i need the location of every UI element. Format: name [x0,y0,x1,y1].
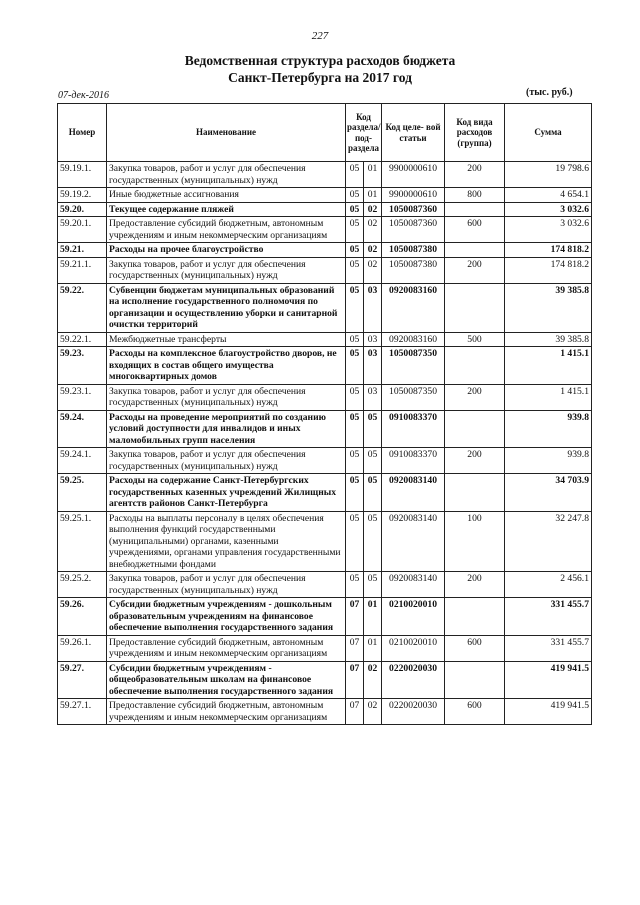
row-subsection: 02 [364,699,382,725]
row-section: 05 [346,410,364,448]
row-subsection: 01 [364,598,382,636]
row-sum: 174 818.2 [505,257,592,283]
header-target-code: Код целе- вой статьи [382,104,445,162]
row-target-code: 0910083370 [382,410,445,448]
row-subsection: 05 [364,511,382,572]
row-expense-kind: 200 [445,448,505,474]
table-row [58,474,592,512]
units-label: (тыс. руб.) [526,87,573,98]
row-subsection: 05 [364,448,382,474]
row-number: 59.19.2. [58,188,107,203]
row-target-code: 1050087380 [382,243,445,258]
budget-table [57,103,592,725]
row-expense-kind: 600 [445,699,505,725]
row-expense-kind [445,410,505,448]
row-target-code: 0920083160 [382,332,445,347]
table-row [58,283,592,332]
row-sum: 3 032.6 [505,217,592,243]
row-section: 05 [346,283,364,332]
row-name: Предоставление субсидий бюджетным, автономным учреждениям и иным некоммерческим организациям [107,217,346,243]
row-expense-kind [445,661,505,699]
row-section: 07 [346,699,364,725]
row-expense-kind: 100 [445,511,505,572]
row-section: 05 [346,202,364,217]
row-target-code: 9900000610 [382,188,445,203]
row-section: 05 [346,332,364,347]
row-expense-kind: 200 [445,162,505,188]
row-name: Предоставление субсидий бюджетным, автономным учреждениям и иным некоммерческим организациям [107,635,346,661]
row-name: Текущее содержание пляжей [107,202,346,217]
row-name: Иные бюджетные ассигнования [107,188,346,203]
row-target-code: 0210020010 [382,635,445,661]
row-section: 05 [346,448,364,474]
row-expense-kind: 200 [445,384,505,410]
row-target-code: 0210020010 [382,598,445,636]
header-section-code: Код раздела/ под- раздела [346,104,382,162]
row-section: 05 [346,257,364,283]
row-sum: 331 455.7 [505,598,592,636]
row-sum: 39 385.8 [505,332,592,347]
row-sum: 419 941.5 [505,699,592,725]
row-sum: 32 247.8 [505,511,592,572]
row-subsection: 05 [364,474,382,512]
row-target-code: 0920083140 [382,511,445,572]
table-row [58,661,592,699]
table-row [58,162,592,188]
row-number: 59.24. [58,410,107,448]
row-expense-kind [445,347,505,385]
row-subsection: 02 [364,257,382,283]
document-title [0,52,640,86]
row-section: 05 [346,243,364,258]
table-row [58,188,592,203]
row-name: Закупка товаров, работ и услуг для обеспечения государственных (муниципальных) нужд [107,572,346,598]
row-section: 05 [346,511,364,572]
row-name: Расходы на проведение мероприятий по созданию условий доступности для инвалидов и иных маломобильных групп населения [107,410,346,448]
table-row [58,332,592,347]
row-target-code: 0910083370 [382,448,445,474]
row-sum: 1 415.1 [505,384,592,410]
row-number: 59.23. [58,347,107,385]
row-number: 59.22. [58,283,107,332]
row-expense-kind [445,474,505,512]
row-number: 59.25. [58,474,107,512]
row-name: Расходы на комплексное благоустройство дворов, не входящих в состав общего имущества многоквартирных домов [107,347,346,385]
row-target-code: 0220020030 [382,661,445,699]
row-expense-kind [445,202,505,217]
row-target-code: 0920083140 [382,572,445,598]
row-subsection: 03 [364,384,382,410]
row-name: Расходы на прочее благоустройство [107,243,346,258]
row-number: 59.27.1. [58,699,107,725]
row-target-code: 1050087360 [382,217,445,243]
table-row [58,598,592,636]
row-subsection: 02 [364,661,382,699]
row-name: Закупка товаров, работ и услуг для обеспечения государственных (муниципальных) нужд [107,384,346,410]
title-line-1: Ведомственная структура расходов бюджета [184,53,456,68]
row-name: Предоставление субсидий бюджетным, автономным учреждениям и иным некоммерческим организациям [107,699,346,725]
row-target-code: 0920083140 [382,474,445,512]
row-expense-kind: 800 [445,188,505,203]
row-subsection: 02 [364,217,382,243]
row-number: 59.26. [58,598,107,636]
row-name: Межбюджетные трансферты [107,332,346,347]
row-section: 05 [346,572,364,598]
table-row [58,257,592,283]
row-sum: 419 941.5 [505,661,592,699]
row-subsection: 01 [364,188,382,203]
row-number: 59.23.1. [58,384,107,410]
row-name: Закупка товаров, работ и услуг для обеспечения государственных (муниципальных) нужд [107,448,346,474]
row-subsection: 02 [364,243,382,258]
table-row [58,384,592,410]
row-target-code: 1050087350 [382,384,445,410]
row-section: 05 [346,188,364,203]
row-sum: 3 032.6 [505,202,592,217]
row-target-code: 1050087380 [382,257,445,283]
table-header-row [58,104,592,162]
table-body [58,162,592,725]
row-expense-kind: 200 [445,257,505,283]
row-subsection: 03 [364,283,382,332]
table-row [58,410,592,448]
row-target-code: 9900000610 [382,162,445,188]
row-expense-kind: 500 [445,332,505,347]
row-expense-kind [445,598,505,636]
row-expense-kind: 200 [445,572,505,598]
row-sum: 331 455.7 [505,635,592,661]
header-name: Наименование [107,104,346,162]
row-section: 07 [346,635,364,661]
row-target-code: 1050087360 [382,202,445,217]
row-number: 59.26.1. [58,635,107,661]
row-number: 59.27. [58,661,107,699]
row-name: Расходы на выплаты персоналу в целях обеспечения выполнения функций государственными (муниципальными) органами, казенными учреждениями, органами управления государственными внебюджетными фондами [107,511,346,572]
table-row [58,217,592,243]
row-number: 59.20.1. [58,217,107,243]
page-number: 227 [311,30,329,42]
row-number: 59.19.1. [58,162,107,188]
row-name: Субвенции бюджетам муниципальных образований на исполнение государственного полномочия по организации и осуществлению уборки и санитарной очистки территорий [107,283,346,332]
row-target-code: 0220020030 [382,699,445,725]
row-subsection: 05 [364,572,382,598]
table-row [58,635,592,661]
row-section: 05 [346,347,364,385]
row-expense-kind [445,283,505,332]
row-section: 05 [346,162,364,188]
row-section: 05 [346,217,364,243]
row-number: 59.21. [58,243,107,258]
row-number: 59.25.2. [58,572,107,598]
title-line-2: Санкт-Петербурга на 2017 год [228,70,412,85]
table-row [58,347,592,385]
table-row [58,699,592,725]
table-row [58,243,592,258]
row-number: 59.24.1. [58,448,107,474]
row-subsection: 05 [364,410,382,448]
row-sum: 19 798.6 [505,162,592,188]
table-row [58,572,592,598]
row-section: 05 [346,384,364,410]
row-sum: 1 415.1 [505,347,592,385]
row-sum: 2 456.1 [505,572,592,598]
row-target-code: 1050087350 [382,347,445,385]
row-subsection: 01 [364,162,382,188]
row-expense-kind: 600 [445,217,505,243]
header-sum: Сумма [505,104,592,162]
row-sum: 174 818.2 [505,243,592,258]
row-sum: 34 703.9 [505,474,592,512]
row-name: Закупка товаров, работ и услуг для обеспечения государственных (муниципальных) нужд [107,257,346,283]
row-name: Расходы на содержание Санкт-Петербургских государственных казенных учреждений Жилищных агентств районов Санкт-Петербурга [107,474,346,512]
row-number: 59.25.1. [58,511,107,572]
document-date: 07-дек-2016 [58,90,109,101]
row-number: 59.21.1. [58,257,107,283]
row-name: Субсидии бюджетным учреждениям - дошкольным образовательным учреждениям на финансовое обеспечение выполнения государственного задания [107,598,346,636]
row-subsection: 02 [364,202,382,217]
row-name: Субсидии бюджетным учреждениям - общеобразовательным школам на финансовое обеспечение выполнения государственного задания [107,661,346,699]
row-subsection: 03 [364,332,382,347]
row-number: 59.20. [58,202,107,217]
row-section: 07 [346,661,364,699]
row-sum: 939.8 [505,448,592,474]
row-sum: 39 385.8 [505,283,592,332]
row-target-code: 0920083160 [382,283,445,332]
row-subsection: 01 [364,635,382,661]
row-subsection: 03 [364,347,382,385]
row-section: 05 [346,474,364,512]
row-section: 07 [346,598,364,636]
row-expense-kind [445,243,505,258]
row-name: Закупка товаров, работ и услуг для обеспечения государственных (муниципальных) нужд [107,162,346,188]
row-expense-kind: 600 [445,635,505,661]
row-sum: 939.8 [505,410,592,448]
header-number: Номер [58,104,107,162]
table-row [58,202,592,217]
row-number: 59.22.1. [58,332,107,347]
table-row [58,448,592,474]
row-sum: 4 654.1 [505,188,592,203]
table-row [58,511,592,572]
header-expense-kind: Код вида расходов (группа) [445,104,505,162]
